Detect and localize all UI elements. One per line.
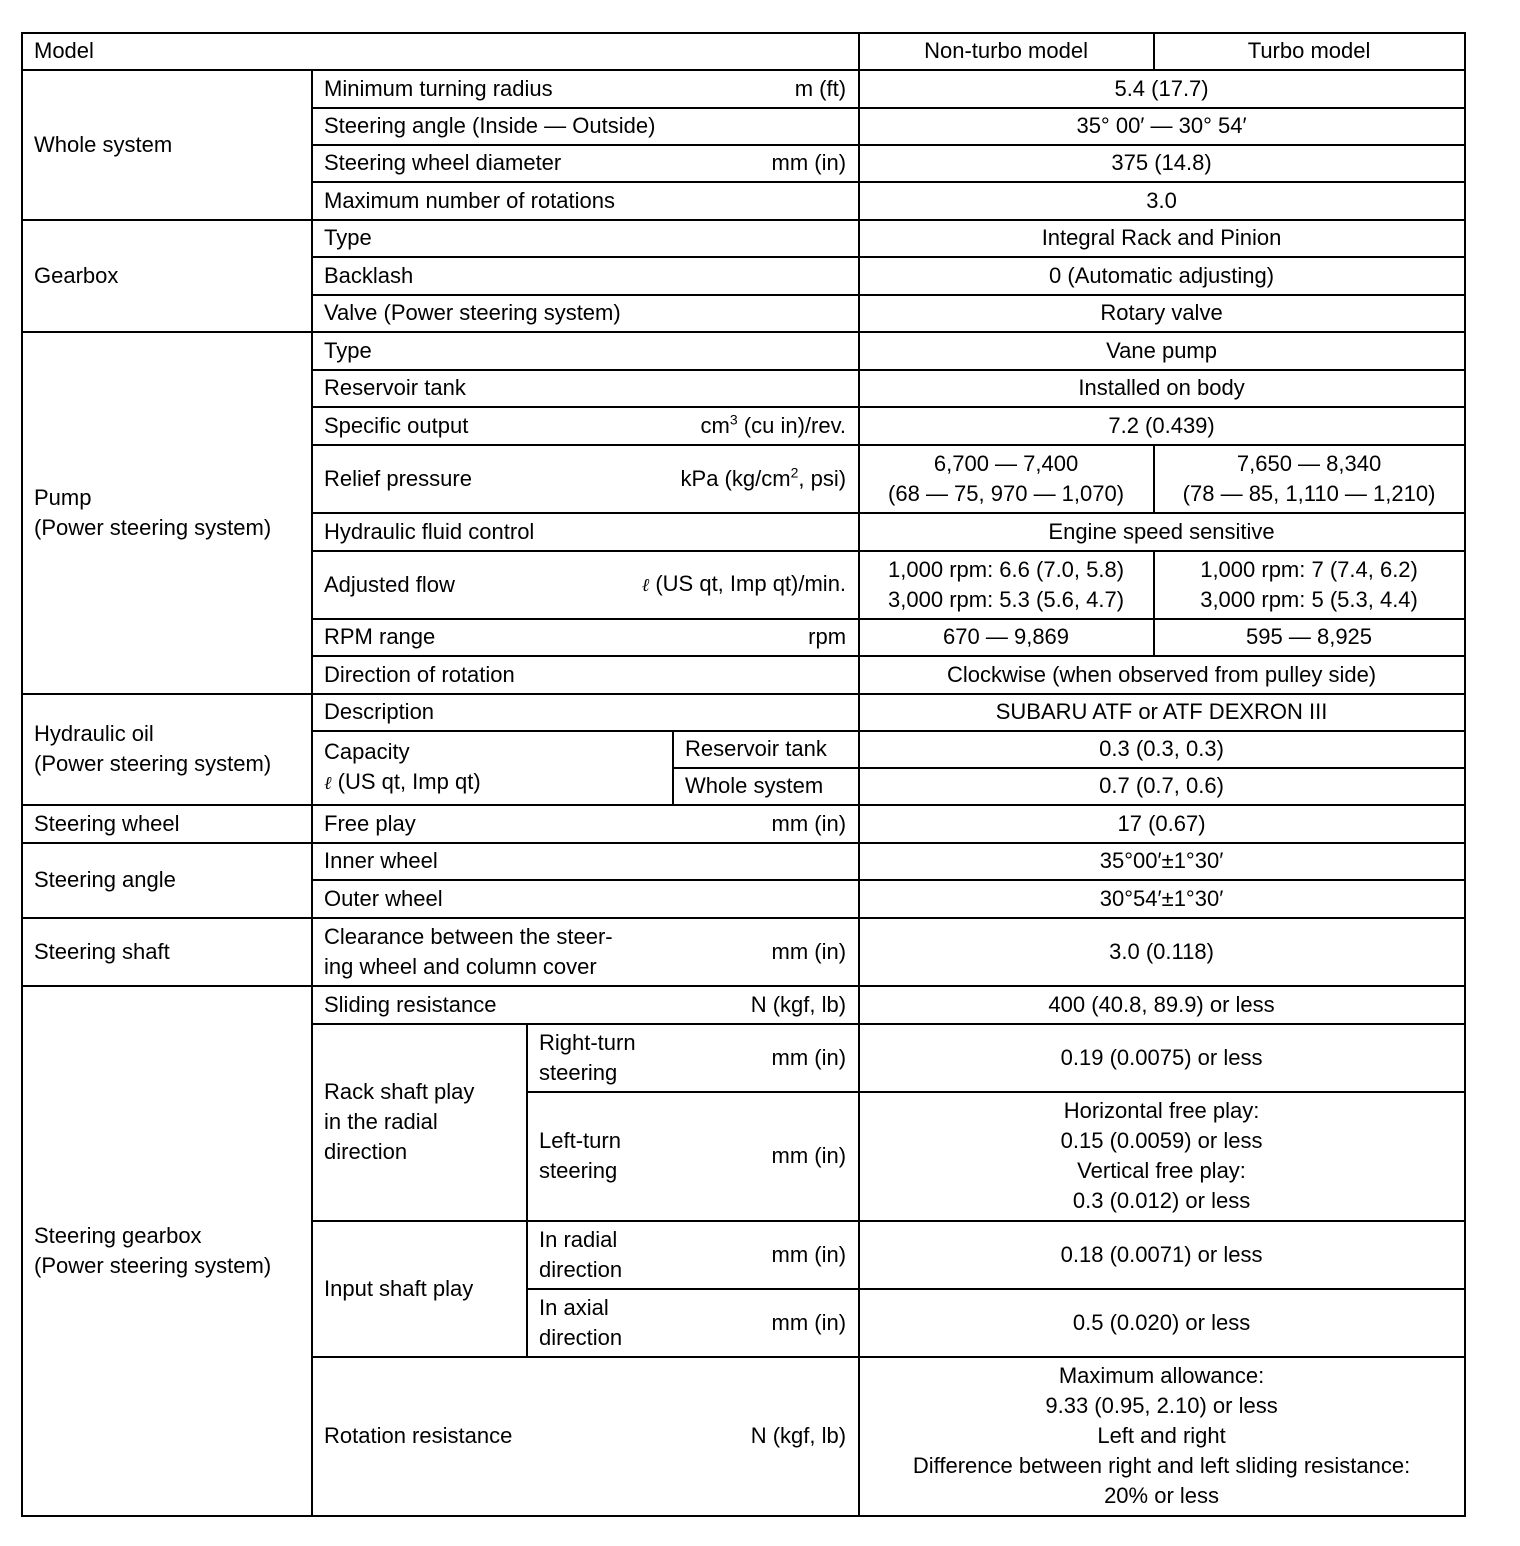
spec-label: Hydraulic fluid control bbox=[312, 513, 859, 551]
spec-label: Adjusted flow bbox=[324, 571, 455, 597]
spec-label: Type bbox=[312, 220, 859, 257]
spec-unit: rpm bbox=[808, 624, 847, 649]
spec-value: 0.18 (0.0071) or less bbox=[859, 1221, 1465, 1289]
spec-unit: ℓ (US qt, Imp qt)/min. bbox=[641, 570, 847, 596]
spec-sublabel: Right-turn steering bbox=[539, 1029, 636, 1085]
header-model: Model bbox=[22, 33, 859, 70]
spec-value: Maximum allowance: 9.33 (0.95, 2.10) or less Left and right Difference between right and left sliding resistance: 20% or less bbox=[859, 1357, 1465, 1516]
table-row bbox=[22, 220, 1465, 257]
spec-sublabel: Whole system bbox=[673, 768, 859, 805]
spec-label: Inner wheel bbox=[312, 843, 859, 880]
spec-unit: mm (in) bbox=[771, 150, 847, 175]
spec-label-cell bbox=[312, 986, 859, 1024]
spec-unit: $cm^3$ (cu in)/rev. bbox=[700, 411, 847, 438]
spec-sublabel-cell bbox=[527, 1221, 859, 1289]
spec-value: 7.2 (0.439) bbox=[859, 407, 1465, 445]
spec-value-non-turbo: 6,700 — 7,400 (68 — 75, 970 — 1,070) bbox=[859, 445, 1154, 513]
spec-value: 35°00′±1°30′ bbox=[859, 843, 1465, 880]
spec-label-cell bbox=[312, 145, 859, 182]
spec-unit: mm (in) bbox=[771, 1044, 847, 1070]
table-row bbox=[22, 694, 1465, 731]
category-line: (Power steering system) bbox=[34, 751, 272, 776]
spec-value: 3.0 (0.118) bbox=[859, 918, 1465, 986]
spec-label-cell bbox=[312, 551, 859, 619]
spec-unit: mm (in) bbox=[771, 938, 847, 964]
spec-sublabel: Left-turn steering bbox=[539, 1128, 621, 1183]
spec-sublabel-cell bbox=[527, 1289, 859, 1357]
spec-label: Minimum turning radius bbox=[324, 75, 553, 101]
spec-value: Installed on body bbox=[859, 370, 1465, 407]
spec-value: 17 (0.67) bbox=[859, 805, 1465, 843]
spec-label: Rotation resistance bbox=[324, 1423, 513, 1448]
spec-unit: mm (in) bbox=[771, 1143, 847, 1168]
liter-icon: ℓ bbox=[641, 574, 650, 596]
spec-label-cell bbox=[312, 619, 859, 656]
spec-value: 35° 00′ — 30° 54′ bbox=[859, 108, 1465, 145]
header-turbo: Turbo model bbox=[1154, 33, 1465, 70]
spec-value: Horizontal free play: 0.15 (0.0059) or less Vertical free play: 0.3 (0.012) or less bbox=[859, 1092, 1465, 1221]
category-whole-system: Whole system bbox=[22, 70, 312, 220]
spec-unit: mm (in) bbox=[771, 810, 847, 836]
header-non-turbo: Non-turbo model bbox=[859, 33, 1154, 70]
category-steering-shaft: Steering shaft bbox=[22, 918, 312, 986]
category-line: Pump bbox=[34, 484, 92, 510]
spec-label: Direction of rotation bbox=[312, 656, 859, 694]
spec-label: Relief pressure bbox=[324, 465, 472, 491]
table-row bbox=[22, 918, 1465, 986]
spec-value: 0 (Automatic adjusting) bbox=[859, 257, 1465, 295]
spec-unit: mm (in) bbox=[771, 1241, 847, 1267]
spec-value: Vane pump bbox=[859, 332, 1465, 370]
spec-label: Type bbox=[312, 332, 859, 370]
spec-label: Description bbox=[312, 694, 859, 731]
specifications-table bbox=[21, 32, 1466, 1517]
spec-value: Engine speed sensitive bbox=[859, 513, 1465, 551]
spec-label-cell bbox=[312, 445, 859, 513]
spec-label-cell bbox=[312, 918, 859, 986]
category-steering-gearbox bbox=[22, 986, 312, 1516]
spec-value: Clockwise (when observed from pulley side) bbox=[859, 656, 1465, 694]
table-row bbox=[22, 986, 1465, 1024]
spec-value-non-turbo: 670 — 9,869 bbox=[859, 619, 1154, 656]
spec-unit: m (ft) bbox=[794, 75, 847, 101]
category-line: Steering gearbox bbox=[34, 1222, 202, 1248]
category-hydraulic-oil bbox=[22, 694, 312, 805]
spec-label: Backlash bbox=[312, 257, 859, 295]
spec-label: Steering wheel diameter bbox=[324, 150, 562, 175]
spec-unit: mm (in) bbox=[771, 1309, 847, 1335]
input-shaft-play-label: Input shaft play bbox=[312, 1221, 527, 1357]
spec-value: 5.4 (17.7) bbox=[859, 70, 1465, 108]
spec-label: Maximum number of rotations bbox=[312, 182, 859, 220]
spec-label: Free play bbox=[324, 810, 416, 836]
spec-value: 0.7 (0.7, 0.6) bbox=[859, 768, 1465, 805]
table-row bbox=[22, 332, 1465, 370]
spec-value: 375 (14.8) bbox=[859, 145, 1465, 182]
category-steering-angle: Steering angle bbox=[22, 843, 312, 918]
spec-label: Valve (Power steering system) bbox=[312, 295, 859, 332]
category-gearbox: Gearbox bbox=[22, 220, 312, 332]
table-row bbox=[22, 805, 1465, 843]
spec-label: Steering angle (Inside — Outside) bbox=[312, 108, 859, 145]
spec-value: SUBARU ATF or ATF DEXRON III bbox=[859, 694, 1465, 731]
spec-value: Integral Rack and Pinion bbox=[859, 220, 1465, 257]
spec-unit: kPa ($kg/cm^2$, psi) bbox=[680, 464, 847, 491]
spec-label: Outer wheel bbox=[312, 880, 859, 918]
spec-label: Specific output bbox=[324, 412, 469, 438]
spec-value-turbo: 1,000 rpm: 7 (7.4, 6.2) 3,000 rpm: 5 (5.3, 4.4) bbox=[1154, 551, 1465, 619]
spec-value-non-turbo: 1,000 rpm: 6.6 (7.0, 5.8) 3,000 rpm: 5.3 (5.6, 4.7) bbox=[859, 551, 1154, 619]
spec-unit: N (kgf, lb) bbox=[750, 991, 847, 1017]
spec-value: 30°54′±1°30′ bbox=[859, 880, 1465, 918]
spec-value: 3.0 bbox=[859, 182, 1465, 220]
table-row bbox=[22, 70, 1465, 108]
spec-value: 0.3 (0.3, 0.3) bbox=[859, 731, 1465, 768]
category-line: (Power steering system) bbox=[34, 514, 272, 540]
category-line: (Power steering system) bbox=[34, 1252, 272, 1278]
spec-label: Clearance between the steer- ing wheel and column cover bbox=[324, 923, 613, 979]
liter-icon: ℓ bbox=[324, 772, 332, 794]
spec-sublabel-cell bbox=[527, 1024, 859, 1092]
spec-label-cell bbox=[312, 70, 859, 108]
spec-sublabel: Reservoir tank bbox=[673, 731, 859, 768]
spec-value: 0.19 (0.0075) or less bbox=[859, 1024, 1465, 1092]
spec-value: 0.5 (0.020) or less bbox=[859, 1289, 1465, 1357]
spec-value-turbo: 595 — 8,925 bbox=[1154, 619, 1465, 656]
category-steering-wheel: Steering wheel bbox=[22, 805, 312, 843]
spec-value-turbo: 7,650 — 8,340 (78 — 85, 1,110 — 1,210) bbox=[1154, 445, 1465, 513]
table-header-row bbox=[22, 33, 1465, 70]
spec-label-cell bbox=[312, 1357, 859, 1516]
rack-shaft-play-label: Rack shaft play in the radial direction bbox=[312, 1024, 527, 1221]
spec-label: Sliding resistance bbox=[324, 991, 497, 1017]
spec-label: RPM range bbox=[324, 624, 436, 649]
capacity-label: Capacity ℓ (US qt, Imp qt) bbox=[312, 731, 673, 805]
spec-unit: N (kgf, lb) bbox=[750, 1423, 847, 1448]
table-row bbox=[22, 843, 1465, 880]
spec-sublabel: In axial direction bbox=[539, 1294, 623, 1350]
spec-sublabel: In radial direction bbox=[539, 1226, 623, 1282]
category-pump bbox=[22, 332, 312, 694]
spec-value: 400 (40.8, 89.9) or less bbox=[859, 986, 1465, 1024]
spec-value: Rotary valve bbox=[859, 295, 1465, 332]
spec-label-cell bbox=[312, 805, 859, 843]
category-line: Hydraulic oil bbox=[34, 721, 154, 746]
spec-label: Reservoir tank bbox=[312, 370, 859, 407]
spec-sublabel-cell bbox=[527, 1092, 859, 1221]
spec-label-cell bbox=[312, 407, 859, 445]
